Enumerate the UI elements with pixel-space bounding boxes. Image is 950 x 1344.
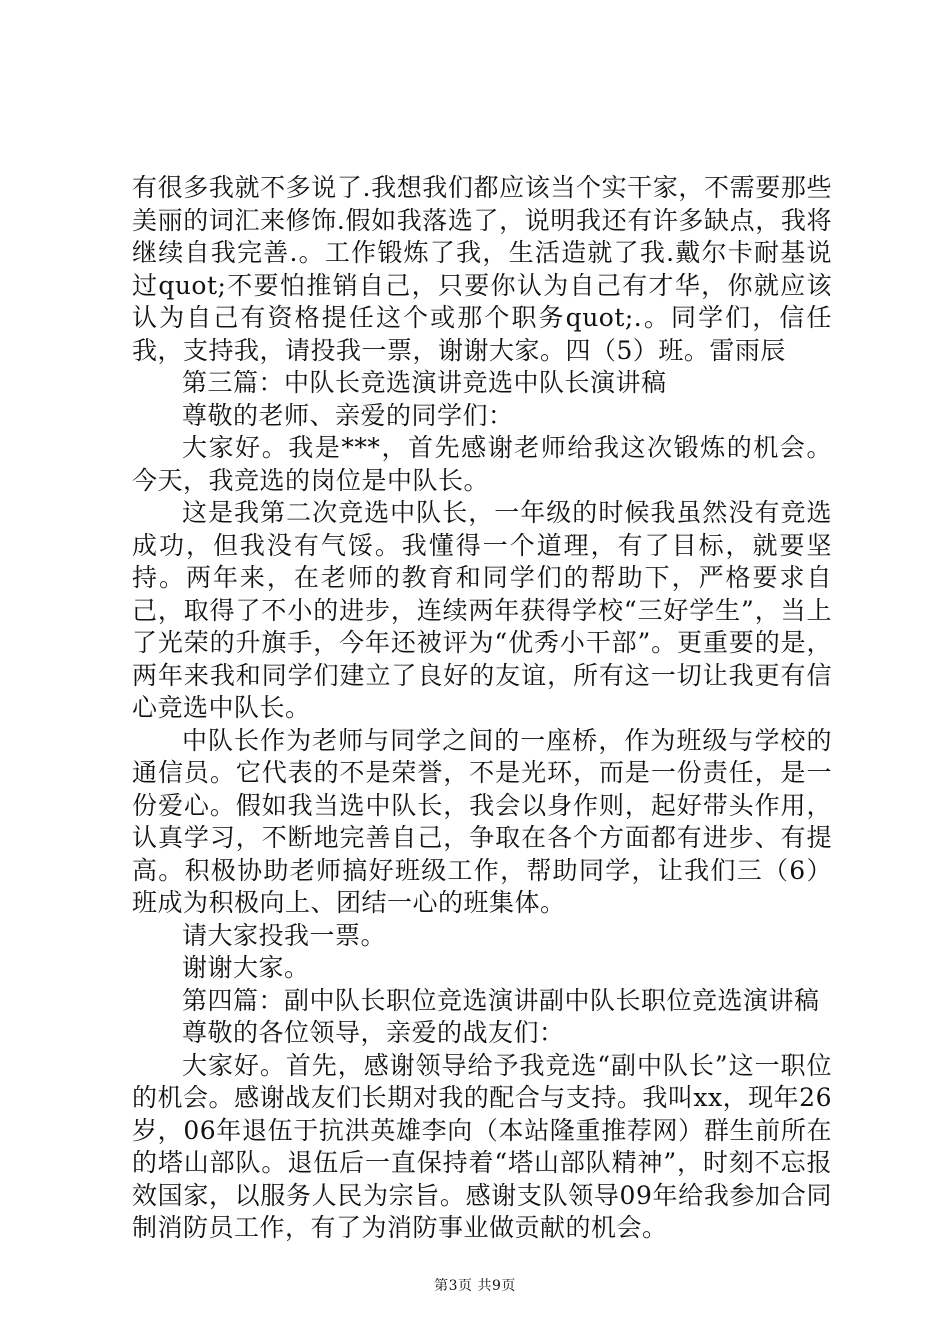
section-heading-3: 第三篇：中队长竞选演讲竞选中队长演讲稿: [182, 368, 667, 397]
paragraph: 这是我第二次竞选中队长，一年级的时候我虽然没有竞选成功，但我没有气馁。我懂得一个道理，有了目标，就要坚持。两年来，在老师的教育和同学们的帮助下，严格要求自己，取得了不小的进步，连续两年获得学校“三好学生”，当上了光荣的升旗手，今年还被评为“优秀小干部”。更重要的是，两年来我和同学们建立了良好的友谊，所有这一切让我更有信心竞选中队长。: [132, 498, 832, 722]
paragraph: 大家好。我是***，首先感谢老师给我这次锻炼的机会。今天，我竞选的岗位是中队长。: [132, 433, 832, 495]
paragraph: 中队长作为老师与同学之间的一座桥，作为班级与学校的通信员。它代表的不是荣誉，不是光环，而是一份责任，是一份爱心。假如我当选中队长，我会以身作则，起好带头作用，认真学习，不断地完善自己，争取在各个方面都有进步、有提高。积极协助老师搞好班级工作，帮助同学，让我们三（6）班成为积极向上、团结一心的班集体。: [132, 725, 832, 917]
document-body: [132, 172, 832, 1245]
paragraph-continued: 有很多我就不多说了.我想我们都应该当个实干家，不需要那些美丽的词汇来修饰.假如我落选了，说明我还有许多缺点，我将继续自我完善.。工作锻炼了我，生活造就了我.戴尔卡耐基说过quot;不要怕推销自己，只要你认为自己有才华，你就应该认为自己有资格提任这个或那个职务quot;.。同学们，信任我，支持我，请投我一票，谢谢大家。四（5）班。雷雨辰: [132, 173, 832, 365]
page-footer: 第3页 共9页: [434, 1278, 516, 1294]
salutation: 尊敬的各位领导，亲爱的战友们：: [182, 1018, 565, 1047]
section-heading-4: 第四篇：副中队长职位竞选演讲副中队长职位竞选演讲稿: [182, 985, 820, 1015]
paragraph: 请大家投我一票。: [182, 920, 387, 950]
paragraph: 大家好。首先，感谢领导给予我竞选“副中队长”这一职位的机会。感谢战友们长期对我的配合与支持。我叫xx，现年26岁，06年退伍于抗洪英雄李向（本站隆重推荐网）群生前所在的塔山部队。退伍后一直保持着“塔山部队精神”，时刻不忘报效国家，以服务人民为宗旨。感谢支队领导09年给我参加合同制消防员工作，有了为消防事业做贡献的机会。: [132, 1050, 832, 1242]
salutation: 尊敬的老师、亲爱的同学们：: [182, 400, 514, 430]
paragraph: 谢谢大家。: [182, 953, 310, 982]
